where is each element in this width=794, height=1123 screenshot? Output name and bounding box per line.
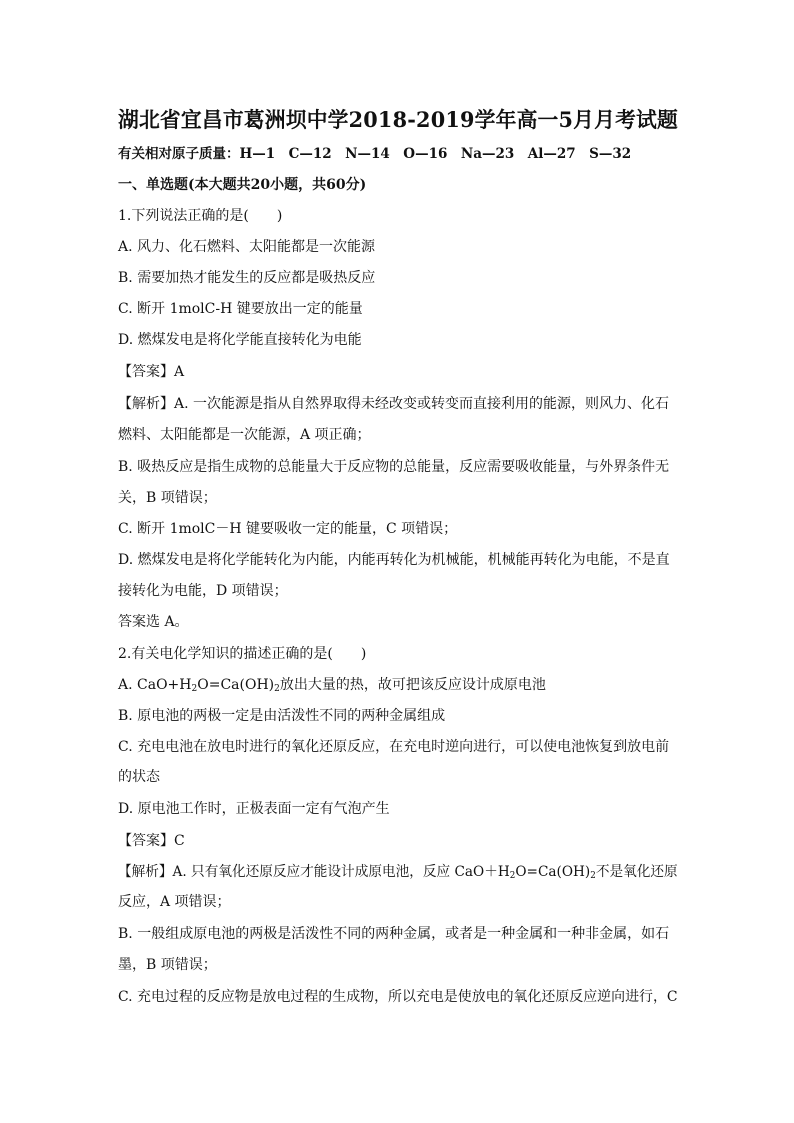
question-1-analysis-line: C. 断开 1molC－H 键要吸收一定的能量，C 项错误； bbox=[118, 521, 458, 537]
question-2-analysis-line: 反应，A 项错误； bbox=[118, 894, 231, 910]
question-1-analysis-line: 接转化为电能，D 项错误； bbox=[118, 583, 288, 599]
question-1-stem: 1.下列说法正确的是( ) bbox=[118, 208, 283, 224]
question-1-option-b: B. 需要加热才能发生的反应都是吸热反应 bbox=[118, 270, 376, 286]
question-2-analysis-line: B. 一般组成原电池的两极是活泼性不同的两种金属，或者是一种金属和一种非金属，如石 bbox=[118, 926, 670, 942]
question-1-option-c: C. 断开 1molC-H 键要放出一定的能量 bbox=[118, 301, 363, 317]
question-1-analysis-line: B. 吸热反应是指生成物的总能量大于反应物的总能量，反应需要吸收能量，与外界条件无 bbox=[118, 459, 670, 475]
question-1-answer: 【答案】A bbox=[118, 364, 185, 380]
question-2-analysis-line: C. 充电过程的反应物是放电过程的生成物，所以充电是使放电的氧化还原反应逆向进行，C bbox=[118, 989, 678, 1005]
question-1-analysis-line: 【解析】A. 一次能源是指从自然界取得未经改变或转变而直接利用的能源，则风力、化石 bbox=[118, 396, 670, 412]
question-2-option-c-continued: 的状态 bbox=[118, 769, 160, 785]
atomic-masses-line: 有关相对原子质量：H—1 C—12 N—14 O—16 Na—23 Al—27 S—32 bbox=[118, 146, 632, 162]
question-2-answer: 【答案】C bbox=[118, 833, 185, 849]
question-1-option-a: A. 风力、化石燃料、太阳能都是一次能源 bbox=[118, 239, 376, 255]
question-1-analysis-line: D. 燃煤发电是将化学能转化为内能，内能再转化为机械能，机械能再转化为电能，不是直 bbox=[118, 552, 670, 568]
question-2-option-b: B. 原电池的两极一定是由活泼性不同的两种金属组成 bbox=[118, 708, 446, 724]
document-title: 湖北省宜昌市葛洲坝中学2018-2019学年高一5月月考试题 bbox=[118, 107, 679, 132]
question-1-analysis-line: 燃料、太阳能都是一次能源，A 项正确； bbox=[118, 427, 371, 443]
question-2-option-a: A. $CaO+H_2O=Ca(OH)_2$放出大量的热，故可把该反应设计成原电池 bbox=[118, 677, 546, 694]
question-2-option-d: D. 原电池工作时，正极表面一定有气泡产生 bbox=[118, 801, 390, 817]
question-1-option-d: D. 燃煤发电是将化学能直接转化为电能 bbox=[118, 332, 362, 348]
question-1-analysis-line: 答案选 A。 bbox=[118, 614, 189, 630]
question-2-analysis-line: 墨，B 项错误； bbox=[118, 957, 217, 973]
question-2-option-c: C. 充电电池在放电时进行的氧化还原反应，在充电时逆向进行，可以使电池恢复到放电前 bbox=[118, 739, 670, 755]
question-2-stem: 2.有关电化学知识的描述正确的是( ) bbox=[118, 646, 367, 662]
section-heading: 一、单选题(本大题共20小题，共60分) bbox=[118, 177, 367, 193]
question-2-analysis-line: 【解析】A. 只有氧化还原反应才能设计成原电池，反应 $CaO+H_2O=Ca(OH)_2$不是氧化还原 bbox=[118, 864, 678, 881]
question-1-analysis-line: 关，B 项错误； bbox=[118, 490, 217, 506]
